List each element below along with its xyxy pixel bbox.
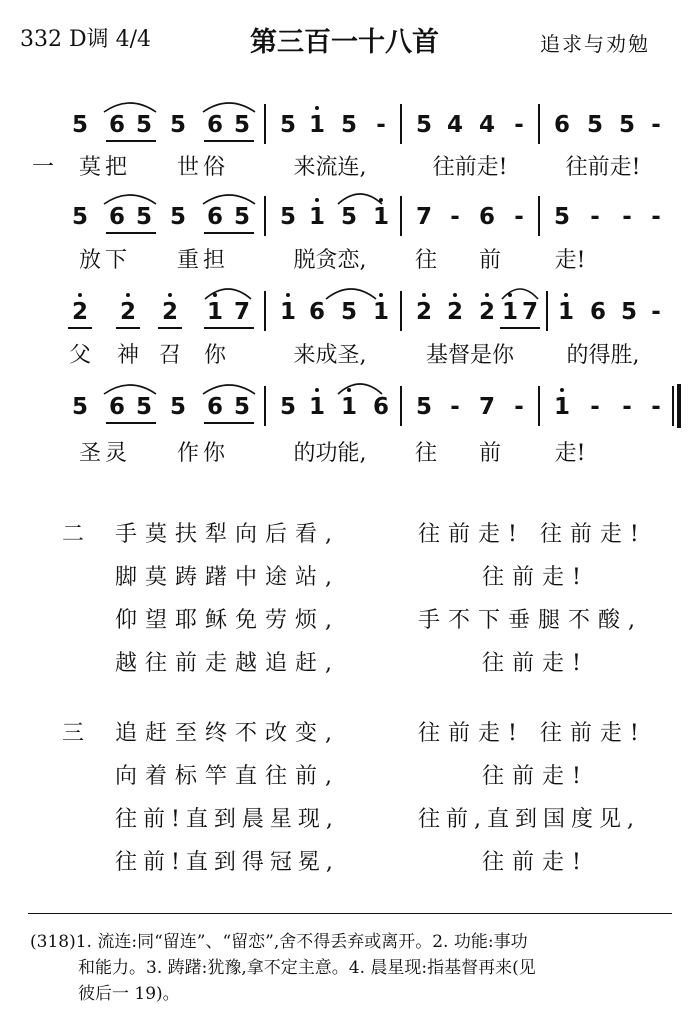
- underline: [106, 232, 156, 234]
- note: -: [376, 112, 386, 138]
- lyric: 基督是你: [425, 343, 515, 368]
- note: 4: [478, 112, 496, 138]
- note: 1: [373, 299, 389, 325]
- note: 5: [279, 394, 297, 420]
- lyric: 来流连,: [293, 155, 367, 180]
- note: 1: [280, 299, 296, 325]
- note: -: [651, 112, 661, 138]
- note: 2: [416, 299, 432, 325]
- note: 6: [108, 394, 126, 420]
- note: 6: [553, 112, 571, 138]
- note: 5: [135, 394, 153, 420]
- note: 1: [502, 299, 518, 325]
- bar-line: [264, 104, 266, 144]
- note: 2: [162, 299, 178, 325]
- underline: [204, 140, 254, 142]
- note: -: [514, 394, 524, 420]
- lyric: 前: [478, 441, 502, 466]
- note: 5: [233, 204, 251, 230]
- note: 5: [586, 112, 604, 138]
- underline: [68, 327, 92, 329]
- note: 6: [308, 299, 326, 325]
- note: 7: [521, 299, 539, 325]
- notation-row-3: [0, 285, 700, 335]
- final-bar-line-thick: [677, 384, 681, 428]
- lyric: 来成圣,: [293, 343, 367, 368]
- verse-line-a: 手莫扶犁向后看,: [115, 522, 340, 547]
- lyric: 放下: [78, 248, 132, 273]
- lyric: 走!: [554, 441, 586, 466]
- lyric: 召: [158, 343, 182, 368]
- underline: [204, 422, 254, 424]
- note: 6: [206, 394, 224, 420]
- note: -: [622, 204, 632, 230]
- note: 7: [415, 204, 433, 230]
- lyric: 走!: [554, 248, 586, 273]
- note: 6: [108, 112, 126, 138]
- note: 5: [233, 112, 251, 138]
- note: -: [622, 394, 632, 420]
- hymn-header-left: [20, 22, 151, 53]
- note: 7: [478, 394, 496, 420]
- note: 5: [415, 112, 433, 138]
- note: 6: [108, 204, 126, 230]
- note: -: [590, 394, 600, 420]
- footnote-line: 彼后一 19)。: [78, 984, 180, 1004]
- note: 5: [71, 112, 89, 138]
- verse-line-a: 仰望耶稣免劳烦,: [115, 608, 340, 633]
- note: 5: [553, 204, 571, 230]
- lyric: 的得胜,: [566, 343, 640, 368]
- bar-line: [264, 291, 266, 331]
- note: -: [450, 204, 460, 230]
- verse-line-a: 往前!直到得冠冕,: [115, 850, 339, 875]
- note: 2: [120, 299, 136, 325]
- verse-line-b: 往前走!: [482, 565, 589, 590]
- note: 1: [373, 204, 389, 230]
- note: 5: [169, 204, 187, 230]
- footnote-line: (318)1. 流连:同“留连”、“留恋”,舍不得丢弃或离开。2. 功能:事功: [30, 932, 528, 952]
- note: -: [651, 204, 661, 230]
- note: -: [651, 299, 661, 325]
- note: 5: [135, 204, 153, 230]
- note: 5: [71, 394, 89, 420]
- lyric: 作你: [176, 441, 230, 466]
- lyric: 往前走!: [432, 155, 508, 180]
- verse-line-a: 向着标竿直往前,: [115, 764, 340, 789]
- bar-line: [400, 386, 402, 426]
- note: 6: [206, 204, 224, 230]
- note: 6: [372, 394, 390, 420]
- lyric: 神: [116, 343, 140, 368]
- lyric: 的功能,: [293, 441, 367, 466]
- verse-line-a: 脚莫踌躇中途站,: [115, 565, 340, 590]
- hymn-key: D调 4/4: [69, 27, 152, 52]
- note: 5: [340, 299, 358, 325]
- note: -: [450, 394, 460, 420]
- note: 1: [207, 299, 223, 325]
- lyric: 脱贪恋,: [293, 248, 367, 273]
- note: 5: [415, 394, 433, 420]
- verse-line-b: 往前,直到国度见,: [418, 807, 640, 832]
- note: 5: [279, 112, 297, 138]
- lyric: 往前走!: [565, 155, 641, 180]
- lyric: 往: [414, 441, 438, 466]
- lyric: 父: [68, 343, 92, 368]
- underline: [106, 422, 156, 424]
- note: -: [514, 112, 524, 138]
- footnote-divider: [28, 913, 672, 914]
- note: 2: [479, 299, 495, 325]
- footnote-line: 和能力。3. 踌躇:犹豫,拿不定主意。4. 晨星现:指基督再来(见: [78, 958, 536, 978]
- note: -: [590, 204, 600, 230]
- lyric: 前: [478, 248, 502, 273]
- note: 5: [618, 112, 636, 138]
- final-bar-line: [672, 386, 674, 426]
- note: 2: [447, 299, 463, 325]
- verse-number: 三: [62, 721, 85, 746]
- lyric: 往: [414, 248, 438, 273]
- underline: [204, 232, 254, 234]
- note: 5: [620, 299, 638, 325]
- note: 6: [589, 299, 607, 325]
- bar-line: [546, 291, 548, 331]
- lyric: 圣灵: [78, 441, 132, 466]
- verse-line-b: 手不下垂腿不酸,: [418, 608, 643, 633]
- bar-line: [264, 196, 266, 236]
- verse-number: 二: [62, 522, 85, 547]
- note: 5: [169, 112, 187, 138]
- note: 1: [554, 394, 570, 420]
- note: 1: [341, 394, 357, 420]
- note: 1: [558, 299, 574, 325]
- note: 5: [135, 112, 153, 138]
- note: -: [514, 204, 524, 230]
- lyric: 莫把: [78, 155, 132, 180]
- verse-line-a: 往前!直到晨星现,: [115, 807, 339, 832]
- verse-line-b: 往前走! 往前走!: [418, 721, 647, 746]
- note: 5: [233, 394, 251, 420]
- underline: [204, 327, 254, 329]
- bar-line: [538, 104, 540, 144]
- notation-row-2: [0, 190, 700, 240]
- bar-line: [538, 196, 540, 236]
- verse-line-a: 追赶至终不改变,: [115, 721, 340, 746]
- bar-line: [264, 386, 266, 426]
- stanza-marker: 一: [32, 155, 55, 180]
- verse-line-b: 往前走! 往前走!: [418, 522, 647, 547]
- note: 5: [340, 204, 358, 230]
- note: 5: [279, 204, 297, 230]
- verse-line-b: 往前走!: [482, 651, 589, 676]
- note: 1: [309, 204, 325, 230]
- bar-line: [400, 291, 402, 331]
- bar-line: [538, 386, 540, 426]
- note: 5: [169, 394, 187, 420]
- underline: [500, 327, 540, 329]
- hymn-category: 追求与劝勉: [540, 32, 650, 56]
- bar-line: [400, 104, 402, 144]
- note: -: [651, 394, 661, 420]
- note: 6: [478, 204, 496, 230]
- bar-line: [400, 196, 402, 236]
- note: 7: [233, 299, 251, 325]
- note: 1: [309, 394, 325, 420]
- lyric: 世俗: [176, 155, 230, 180]
- hymn-number: 332: [20, 27, 62, 52]
- underline: [116, 327, 140, 329]
- notation-row-4: [0, 380, 700, 430]
- note: 5: [71, 204, 89, 230]
- underline: [106, 140, 156, 142]
- verse-line-a: 越往前走越追赶,: [115, 651, 340, 676]
- note: 6: [206, 112, 224, 138]
- note: 2: [72, 299, 88, 325]
- note: 4: [446, 112, 464, 138]
- note: 1: [309, 112, 325, 138]
- verse-line-b: 往前走!: [482, 850, 589, 875]
- note: 5: [340, 112, 358, 138]
- underline: [158, 327, 182, 329]
- hymn-title: 第三百一十八首: [250, 27, 439, 58]
- verse-line-b: 往前走!: [482, 764, 589, 789]
- notation-row-1: [0, 98, 700, 148]
- lyric: 你: [203, 343, 227, 368]
- lyric: 重担: [176, 248, 230, 273]
